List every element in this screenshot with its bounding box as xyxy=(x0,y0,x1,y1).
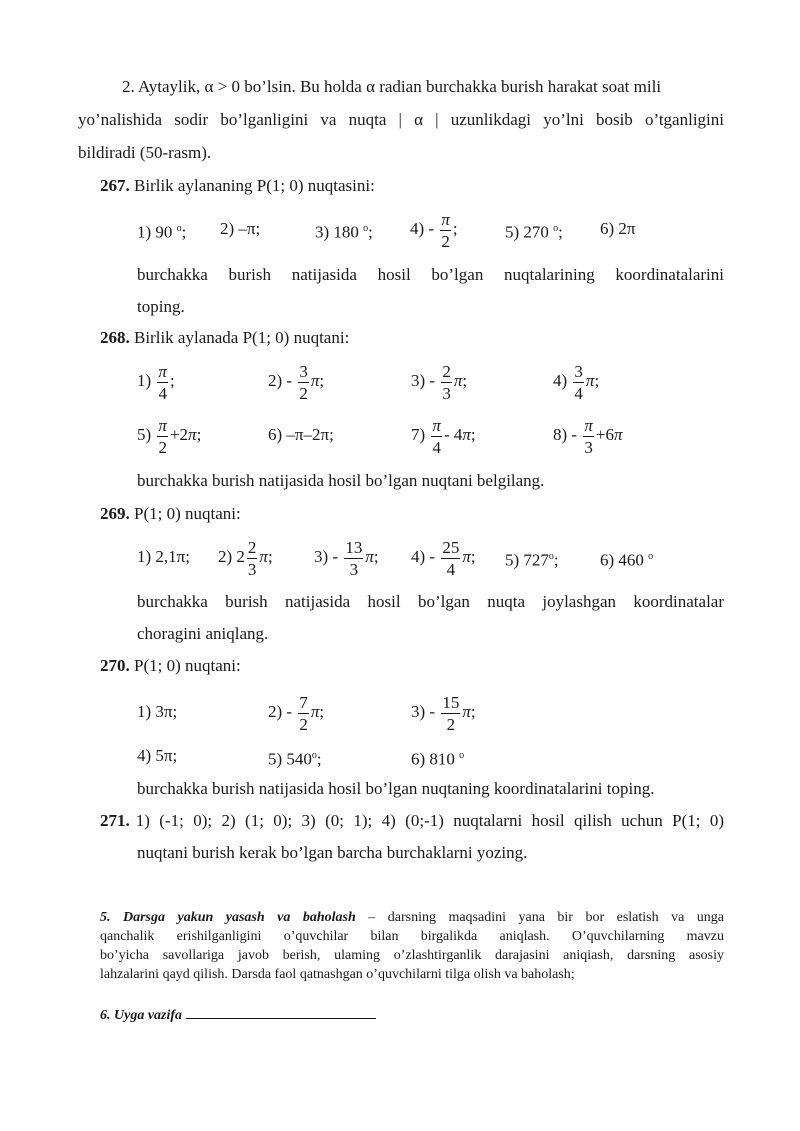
intro-line-1: 2. Aytaylik, α > 0 bo’lsin. Bu holda α radian burchakka burish harakat soat mili xyxy=(122,77,662,96)
intro-line-2: yo’nalishida sodir bo’lganligini va nuqta | α | uzunlikdagi yo’lni bosib o’tganligini xyxy=(78,110,724,129)
p269-option-4: 4) - $\frac{25}{4}$ π; xyxy=(411,537,476,579)
p268-option-7: 7) $\frac{\pi}{4}$ - 4π; xyxy=(411,415,476,457)
p268-option-8: 8) - $\frac{\pi}{3}$ +6π xyxy=(553,415,623,457)
p268-option-3: 3) - $\frac{2}{3}$ π; xyxy=(411,361,468,403)
p270-option-1: 1) 3π; xyxy=(137,702,178,721)
section-6-heading xyxy=(100,1004,376,1025)
p269-option-5: 5) 727$^o$; xyxy=(505,550,559,570)
problem-268-heading xyxy=(100,328,349,348)
p267-tail-1: burchakka burish natijasida hosil bo’lgan nuqtalarining koordinatalarini xyxy=(137,265,724,284)
problem-number: 271. xyxy=(100,811,130,830)
p270-option-5: 5) 540$^o$; xyxy=(268,749,322,769)
p267-tail-2: toping. xyxy=(137,297,185,316)
p269-option-3: 3) - $\frac{13}{3}$ π; xyxy=(314,537,379,579)
p270-tail: burchakka burish natijasida hosil bo’lgan nuqtaning koordinatalarini toping. xyxy=(137,779,655,798)
problem-269-heading xyxy=(100,504,241,524)
p268-option-4: 4) $\frac{3}{4}$ π; xyxy=(553,361,600,403)
p270-option-6: 6) 810 $^o$ xyxy=(411,749,465,769)
problem-text: 1) (-1; 0); 2) (1; 0); 3) (0; 1); 4) (0;-1) nuqtalarni hosil qilish uchun P(1; 0) xyxy=(135,811,724,830)
p269-option-2: 2) 2 $\frac{2}{3}$ π; xyxy=(218,537,273,579)
p269-option-1: 1) 2,1π; xyxy=(137,547,190,566)
p267-option-5: 5) 270 $^o$; xyxy=(505,222,563,242)
intro-line-3: bildiradi (50-rasm). xyxy=(78,143,212,162)
section-5-line-1: 5. Darsga yakun yasash va baholash – darsning maqsadini yana bir bor eslatish va unga xyxy=(100,910,724,925)
problem-number: 267. xyxy=(100,176,130,195)
p268-option-5: 5) $\frac{\pi}{2}$ +2π; xyxy=(137,415,202,457)
problem-270-heading xyxy=(100,656,241,676)
p270-option-2: 2) - $\frac{7}{2}$ π; xyxy=(268,692,325,734)
answer-blank-line xyxy=(186,1004,376,1019)
problem-number: 269. xyxy=(100,504,130,523)
p267-option-4: 4) - $\frac{\pi}{2}$ ; xyxy=(410,209,458,251)
p269-tail-2: choragini aniqlang. xyxy=(137,624,269,643)
section-6-title: 6. Uyga vazifa xyxy=(100,1008,183,1023)
section-5-line-4: lahzalarini qayd qilish. Darsda faol qatnashgan o’quvchilarni tilga olish va baholash; xyxy=(100,967,575,982)
p268-option-1: 1) $\frac{\pi}{4}$ ; xyxy=(137,361,175,403)
p268-tail: burchakka burish natijasida hosil bo’lgan nuqtani belgilang. xyxy=(137,471,545,490)
p267-option-6: 6) 2π xyxy=(600,219,636,238)
p267-option-1: 1) 90 $^o$; xyxy=(137,222,187,242)
p267-option-2: 2) –π; xyxy=(220,219,261,238)
p271-text-2: nuqtani burish kerak bo’lgan barcha burchaklarni yozing. xyxy=(137,843,528,862)
section-5-title: 5. Darsga yakun yasash va baholash xyxy=(100,910,356,925)
problem-267-heading xyxy=(100,176,375,196)
problem-text: Birlik aylananing P(1; 0) nuqtasini: xyxy=(134,176,375,195)
problem-text: P(1; 0) nuqtani: xyxy=(134,656,241,675)
p268-option-6: 6) –π–2π; xyxy=(268,425,334,444)
problem-271-heading xyxy=(100,811,724,831)
p269-option-6: 6) 460 $^o$ xyxy=(600,550,654,570)
section-5-line-3: bo’yicha savollariga javob berish, ulaming o’zlashtirganlik darajasini aniqiash, darsning asosiy xyxy=(100,948,724,963)
problem-number: 268. xyxy=(100,328,130,347)
problem-text: P(1; 0) nuqtani: xyxy=(134,504,241,523)
fraction: $\frac{\pi}{2}$ xyxy=(441,209,450,251)
section-5-line-2: qanchalik erishilganligini o’quvchilar bilan birgalikda aniqlash. O’quvchilarning mavzu xyxy=(100,929,724,944)
p268-option-2: 2) - $\frac{3}{2}$ π; xyxy=(268,361,325,403)
problem-text: Birlik aylanada P(1; 0) nuqtani: xyxy=(134,328,350,347)
p270-option-3: 3) - $\frac{15}{2}$ π; xyxy=(411,692,476,734)
p267-option-3: 3) 180 $^o$; xyxy=(315,222,373,242)
p269-tail-1: burchakka burish natijasida hosil bo’lgan nuqta joylashgan koordinatalar xyxy=(137,592,724,611)
p270-option-4: 4) 5π; xyxy=(137,746,178,765)
problem-number: 270. xyxy=(100,656,130,675)
